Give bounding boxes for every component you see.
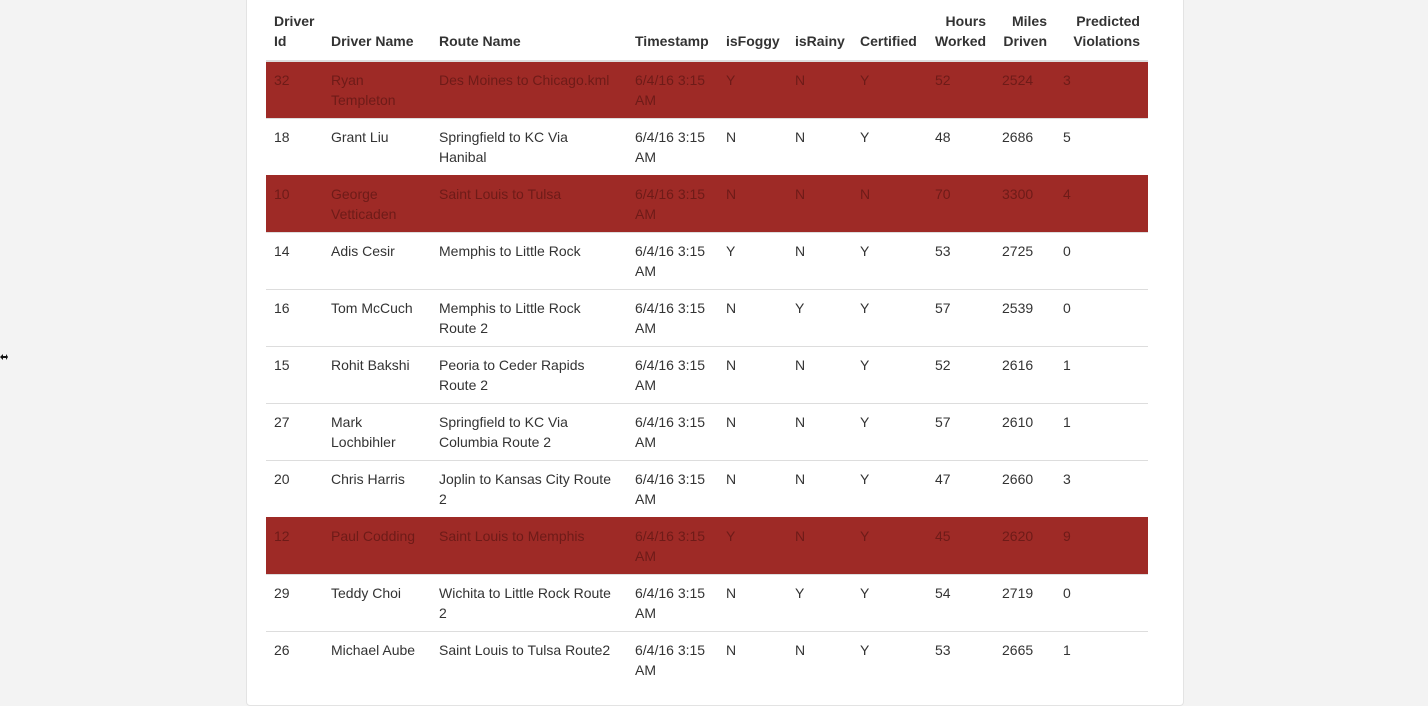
cell-certified: Y <box>852 632 927 689</box>
cell-driver-name: Adis Cesir <box>323 233 431 290</box>
cell-hours-worked: 70 <box>927 176 994 233</box>
cell-is-rainy: N <box>787 347 852 404</box>
header-is-rainy[interactable]: isRainy <box>787 0 852 61</box>
cell-certified: Y <box>852 461 927 518</box>
table-row-violation[interactable] <box>266 61 1148 119</box>
cell-predicted-violations: 3 <box>1055 61 1148 119</box>
cell-driver-name: Ryan Templeton <box>323 61 431 119</box>
table-header-row <box>266 0 1148 61</box>
cell-timestamp: 6/4/16 3:15 AM <box>627 575 718 632</box>
table-row[interactable] <box>266 290 1148 347</box>
cell-is-foggy: N <box>718 632 787 689</box>
cell-miles-driven: 2620 <box>994 518 1055 575</box>
cell-driver-id: 27 <box>266 404 323 461</box>
move-cursor-icon <box>0 353 8 361</box>
cell-driver-name: Chris Harris <box>323 461 431 518</box>
cell-route-name: Memphis to Little Rock Route 2 <box>431 290 627 347</box>
cell-miles-driven: 2725 <box>994 233 1055 290</box>
driver-violations-table <box>266 0 1148 688</box>
cell-driver-id: 12 <box>266 518 323 575</box>
cell-is-foggy: N <box>718 119 787 176</box>
cell-driver-id: 10 <box>266 176 323 233</box>
header-driver-name[interactable]: Driver Name <box>323 0 431 61</box>
cell-predicted-violations: 9 <box>1055 518 1148 575</box>
cell-timestamp: 6/4/16 3:15 AM <box>627 176 718 233</box>
cell-hours-worked: 52 <box>927 347 994 404</box>
cell-certified: Y <box>852 233 927 290</box>
cell-predicted-violations: 1 <box>1055 632 1148 689</box>
cell-miles-driven: 3300 <box>994 176 1055 233</box>
cell-timestamp: 6/4/16 3:15 AM <box>627 233 718 290</box>
cell-is-foggy: N <box>718 176 787 233</box>
cell-certified: Y <box>852 575 927 632</box>
cell-miles-driven: 2524 <box>994 61 1055 119</box>
cell-is-foggy: Y <box>718 518 787 575</box>
cell-timestamp: 6/4/16 3:15 AM <box>627 518 718 575</box>
table-row[interactable] <box>266 461 1148 518</box>
cell-driver-id: 14 <box>266 233 323 290</box>
header-driver-id[interactable]: Driver Id <box>266 0 323 61</box>
cell-is-rainy: N <box>787 404 852 461</box>
cell-predicted-violations: 0 <box>1055 575 1148 632</box>
cell-predicted-violations: 1 <box>1055 404 1148 461</box>
cell-is-foggy: N <box>718 461 787 518</box>
cell-is-foggy: N <box>718 404 787 461</box>
cell-hours-worked: 48 <box>927 119 994 176</box>
cell-route-name: Wichita to Little Rock Route 2 <box>431 575 627 632</box>
cell-hours-worked: 57 <box>927 290 994 347</box>
cell-is-rainy: Y <box>787 290 852 347</box>
cell-driver-name: George Vetticaden <box>323 176 431 233</box>
cell-timestamp: 6/4/16 3:15 AM <box>627 61 718 119</box>
drivers-table-panel <box>246 0 1184 706</box>
cell-predicted-violations: 0 <box>1055 233 1148 290</box>
cell-driver-id: 16 <box>266 290 323 347</box>
cell-certified: Y <box>852 290 927 347</box>
header-is-foggy[interactable]: isFoggy <box>718 0 787 61</box>
cell-timestamp: 6/4/16 3:15 AM <box>627 632 718 689</box>
cell-timestamp: 6/4/16 3:15 AM <box>627 404 718 461</box>
table-row[interactable] <box>266 404 1148 461</box>
cell-miles-driven: 2610 <box>994 404 1055 461</box>
cell-is-rainy: N <box>787 176 852 233</box>
cell-driver-id: 26 <box>266 632 323 689</box>
header-miles-driven[interactable]: Miles Driven <box>994 0 1055 61</box>
cell-miles-driven: 2719 <box>994 575 1055 632</box>
cell-is-rainy: Y <box>787 575 852 632</box>
cell-is-foggy: N <box>718 347 787 404</box>
cell-miles-driven: 2660 <box>994 461 1055 518</box>
cell-is-foggy: Y <box>718 233 787 290</box>
cell-driver-id: 18 <box>266 119 323 176</box>
cell-hours-worked: 47 <box>927 461 994 518</box>
cell-hours-worked: 45 <box>927 518 994 575</box>
table-row[interactable] <box>266 347 1148 404</box>
header-timestamp[interactable]: Timestamp <box>627 0 718 61</box>
cell-is-rainy: N <box>787 61 852 119</box>
cell-driver-id: 29 <box>266 575 323 632</box>
cell-predicted-violations: 1 <box>1055 347 1148 404</box>
cell-driver-id: 15 <box>266 347 323 404</box>
cell-route-name: Joplin to Kansas City Route 2 <box>431 461 627 518</box>
cell-certified: Y <box>852 61 927 119</box>
table-row[interactable] <box>266 233 1148 290</box>
table-row[interactable] <box>266 119 1148 176</box>
cell-hours-worked: 53 <box>927 632 994 689</box>
cell-miles-driven: 2539 <box>994 290 1055 347</box>
cell-certified: Y <box>852 119 927 176</box>
cell-predicted-violations: 0 <box>1055 290 1148 347</box>
cell-route-name: Springfield to KC Via Hanibal <box>431 119 627 176</box>
cell-is-foggy: N <box>718 290 787 347</box>
cell-certified: Y <box>852 404 927 461</box>
cell-miles-driven: 2616 <box>994 347 1055 404</box>
cell-predicted-violations: 5 <box>1055 119 1148 176</box>
cell-route-name: Saint Louis to Tulsa <box>431 176 627 233</box>
header-route-name[interactable]: Route Name <box>431 0 627 61</box>
cell-driver-name: Mark Lochbihler <box>323 404 431 461</box>
cell-hours-worked: 57 <box>927 404 994 461</box>
cell-route-name: Springfield to KC Via Columbia Route 2 <box>431 404 627 461</box>
cell-miles-driven: 2686 <box>994 119 1055 176</box>
cell-route-name: Peoria to Ceder Rapids Route 2 <box>431 347 627 404</box>
cell-hours-worked: 54 <box>927 575 994 632</box>
cell-timestamp: 6/4/16 3:15 AM <box>627 119 718 176</box>
table-body <box>266 61 1148 688</box>
cell-driver-id: 20 <box>266 461 323 518</box>
cell-driver-name: Tom McCuch <box>323 290 431 347</box>
cell-miles-driven: 2665 <box>994 632 1055 689</box>
cell-hours-worked: 53 <box>927 233 994 290</box>
cell-driver-name: Grant Liu <box>323 119 431 176</box>
table-row[interactable] <box>266 632 1148 689</box>
cell-timestamp: 6/4/16 3:15 AM <box>627 347 718 404</box>
cell-driver-name: Teddy Choi <box>323 575 431 632</box>
table-row-violation[interactable] <box>266 176 1148 233</box>
cell-route-name: Des Moines to Chicago.kml <box>431 61 627 119</box>
header-hours-worked[interactable]: Hours Worked <box>927 0 994 61</box>
cell-driver-name: Paul Codding <box>323 518 431 575</box>
cell-certified: Y <box>852 347 927 404</box>
table-row-violation[interactable] <box>266 518 1148 575</box>
cell-route-name: Memphis to Little Rock <box>431 233 627 290</box>
cell-is-rainy: N <box>787 233 852 290</box>
cell-driver-id: 32 <box>266 61 323 119</box>
cell-is-foggy: Y <box>718 61 787 119</box>
cell-driver-name: Michael Aube <box>323 632 431 689</box>
table-row[interactable] <box>266 575 1148 632</box>
cell-hours-worked: 52 <box>927 61 994 119</box>
cell-is-rainy: N <box>787 461 852 518</box>
cell-is-rainy: N <box>787 632 852 689</box>
header-certified[interactable]: Certified <box>852 0 927 61</box>
cell-is-rainy: N <box>787 119 852 176</box>
cell-timestamp: 6/4/16 3:15 AM <box>627 290 718 347</box>
cell-is-rainy: N <box>787 518 852 575</box>
cell-certified: N <box>852 176 927 233</box>
header-predicted-violations[interactable]: Predicted Violations <box>1055 0 1148 61</box>
cell-route-name: Saint Louis to Memphis <box>431 518 627 575</box>
cell-route-name: Saint Louis to Tulsa Route2 <box>431 632 627 689</box>
cell-is-foggy: N <box>718 575 787 632</box>
cell-driver-name: Rohit Bakshi <box>323 347 431 404</box>
cell-certified: Y <box>852 518 927 575</box>
cell-predicted-violations: 4 <box>1055 176 1148 233</box>
cell-timestamp: 6/4/16 3:15 AM <box>627 461 718 518</box>
cell-predicted-violations: 3 <box>1055 461 1148 518</box>
